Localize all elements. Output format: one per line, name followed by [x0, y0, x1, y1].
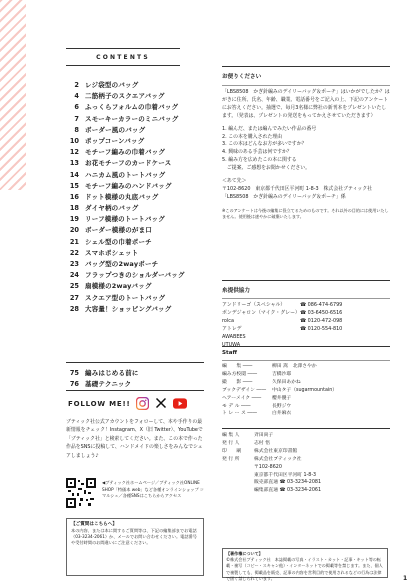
toc-item[interactable] — [68, 304, 194, 315]
survey-question: 3. この本はどんなお方が多いですか？ — [222, 141, 307, 148]
publisher-value: 株式会社ブティック社 — [254, 456, 302, 462]
toc-item[interactable] — [68, 181, 194, 192]
publisher-row — [222, 464, 390, 472]
toc-page-number: 25 — [69, 282, 79, 291]
sns-icons — [135, 396, 187, 410]
disclaimer: ※このアンケートは今後の編集に役立てるためのものです。それ以外の目的には使用いたしません。使用後は速やかに破棄いたします。 — [222, 207, 389, 219]
publisher-label: 発 行 人 — [222, 440, 240, 446]
publisher-row — [222, 456, 390, 464]
copyright-notice — [222, 548, 388, 581]
toc-title: スクエア型のトートバッグ — [85, 293, 166, 302]
toc-item[interactable] — [68, 170, 194, 181]
toc-item[interactable] — [68, 225, 194, 236]
toc-page-number: 10 — [69, 136, 79, 145]
staff-row — [222, 363, 390, 371]
contents-header — [66, 48, 180, 66]
staff-row — [222, 387, 390, 395]
staff-row — [222, 410, 390, 418]
publisher-value: 志村 悟 — [254, 440, 270, 446]
toc-page-number: 4 — [74, 92, 79, 101]
toc-page-number: 23 — [69, 260, 79, 268]
toc-title: モチーフ編みのハンドバッグ — [85, 181, 172, 190]
toc-item[interactable] — [68, 270, 194, 281]
toc-page-number: 27 — [69, 293, 79, 302]
publisher-label — [222, 479, 254, 487]
publisher-label: 編 集 人 — [222, 433, 240, 438]
page-number: 1 — [403, 575, 408, 582]
toc-page-number: 28 — [69, 304, 79, 313]
qr-note: ◀ブティック社ホームページ／ブティック社ONLINE SHOP「特価本 web」など各種オンラインショップ ☞ マルシェ／各種SNSはこちらからアクセス — [102, 480, 204, 499]
divider — [222, 298, 390, 299]
staff-label: 編 集 ―― — [222, 364, 253, 369]
youtube-icon[interactable] — [173, 396, 187, 410]
staff-row — [222, 379, 390, 387]
table-of-contents — [68, 80, 194, 315]
toc-title: レジ袋型のバッグ — [85, 81, 139, 89]
survey-question: 4. 興味のある手芸は何ですか？ — [222, 149, 292, 156]
materials-row — [222, 309, 390, 317]
address-title: ＜あて先＞ — [222, 178, 247, 185]
publisher-label — [222, 487, 254, 495]
publisher-value: 斉田尚子 — [254, 433, 274, 438]
divider — [222, 428, 390, 429]
x-icon[interactable] — [154, 396, 168, 410]
divider — [222, 360, 390, 361]
toc-item[interactable] — [68, 91, 194, 102]
toc-title: リーフ模様のトートバッグ — [85, 215, 165, 224]
staff-list — [222, 363, 390, 418]
staff-row — [222, 395, 390, 403]
materials-value: ☎ 086-474-6799 — [300, 302, 343, 308]
toc-page-number: 15 — [69, 181, 79, 190]
publisher-row — [222, 479, 390, 487]
divider — [66, 390, 204, 391]
staff-label: ブックデザイン ―― — [222, 387, 267, 393]
inquiry-box — [66, 518, 204, 576]
publisher-label: 発 行 所 — [222, 456, 240, 462]
copyright-body: ©株式会社ブティック社 本誌掲載の写真・イラスト・カット・記事・キット等の転載・複写（コピー・スキャン他）・インターネットでの掲載等を禁じます。また、個人で複製しても、掲載品を販売、記事の内容を営利目的で使用されるなどの行為は法律で固く禁じられています。 — [226, 557, 383, 581]
materials-title: 糸提供協力 — [222, 288, 250, 294]
materials-section — [222, 286, 390, 350]
qr-code[interactable] — [66, 478, 96, 508]
materials-list — [222, 301, 390, 350]
toc-title: スモーキーカラーのミニバッグ — [85, 114, 179, 123]
materials-row — [222, 317, 390, 325]
staff-row — [222, 403, 390, 411]
toc-item[interactable] — [68, 259, 194, 270]
divider — [66, 65, 180, 66]
toc-item[interactable] — [68, 158, 194, 169]
survey-intro: 「LBS8508 かぎ針編みのデイリーバッグ＆ポーチ」はいかがでしたか？はがきに住所、氏名、年齢、職業、電話番号をご記入の上、下記のアンケートにお答えください。抽選で、毎月3名様に弊社の新刊本をプレゼントいたします。（発表は、プレゼントの発送をもってかえさせていただきます） — [222, 89, 390, 119]
toc-page-number: 16 — [69, 192, 79, 201]
follow-title: FOLLOW ME!! — [68, 400, 131, 408]
toc-title: バッグ型の2wayポーチ — [85, 260, 159, 268]
publisher-label: 印 刷 — [222, 448, 242, 454]
contents-label: CONTENTS — [96, 54, 150, 61]
toc-page-number: 12 — [69, 148, 79, 157]
toc-item[interactable] — [68, 136, 194, 147]
toc-page-number: 7 — [74, 114, 79, 123]
publisher-value: 株式会社東京印書館 — [254, 448, 298, 454]
materials-label: rolca — [222, 318, 234, 325]
publisher-label — [222, 472, 254, 480]
staff-row — [222, 371, 390, 379]
publisher-value: 東京都千代田区平河町 1-8-3 — [254, 472, 317, 478]
toc-item[interactable] — [68, 114, 194, 125]
toc-item[interactable] — [68, 237, 194, 248]
publisher-row — [222, 448, 390, 456]
toc-title: スマホポシェット — [85, 248, 139, 257]
materials-value: ☎ 03-6450-6516 — [300, 310, 343, 317]
publisher-info — [222, 432, 390, 495]
survey-title: お便りください — [222, 74, 262, 80]
toc-item[interactable] — [68, 293, 194, 304]
toc-title: ポップコーンバッグ — [85, 136, 145, 145]
divider — [222, 66, 390, 67]
staff-label: ヘアーメイク ―― — [222, 395, 262, 401]
materials-value: ☎ 0120-554-810 — [300, 326, 343, 333]
publisher-value: 編集部直通 ☎ 03-3234-2061 — [254, 488, 321, 494]
toc-page-number: 6 — [74, 103, 79, 112]
staff-value: 中山タ子（sugarmountain） — [272, 387, 338, 393]
toc-title: 大容量！ショッピングバッグ — [85, 304, 172, 313]
toc-page-number: 8 — [74, 125, 79, 134]
follow-description: ブティック社公式アカウントをフォローして、本や手作りの最新情報をチェック！Instagram、X（旧 Twitter）、YouTubeで「ブティック社」と検索してください。また、この本で作った作品をSNSに投稿して、ハンドメイドの楽しさをみんなでシェアしましょう♪ — [66, 419, 203, 459]
toc-title: ふっくらフォルムの巾着バッグ — [85, 103, 179, 112]
toc-title: ハニカム風のトートバッグ — [85, 170, 166, 179]
materials-label: アトレデ — [222, 326, 242, 333]
toc-item[interactable] — [68, 248, 194, 259]
toc-item[interactable] — [68, 281, 194, 292]
divider — [222, 346, 390, 347]
decorative-stripes — [0, 0, 26, 190]
toc-page-number: 76 — [69, 380, 79, 389]
toc-title: 編みはじめる前に — [85, 369, 139, 377]
toc-title: フラップつきのショルダーバッグ — [85, 271, 185, 280]
survey-question: 2. この本を購入された理由 — [222, 133, 283, 140]
survey-questions — [222, 126, 390, 173]
publisher-row — [222, 440, 390, 448]
divider — [222, 85, 390, 86]
survey-question: 5. 編み方を広めたこの本に関する — [222, 157, 297, 164]
staff-value: 久保田あかね — [272, 379, 301, 385]
toc-page-number: 20 — [69, 226, 79, 235]
staff-label: モ デ ル ―― — [222, 403, 251, 409]
toc-item[interactable] — [68, 368, 194, 379]
divider — [222, 280, 390, 281]
materials-label: ボンデジャロン（マイク・グレー） — [222, 310, 300, 317]
toc-page-number: 24 — [69, 271, 79, 280]
inquiry-title: 【ご質問はこちらへ】 — [71, 522, 117, 527]
staff-value: 長野ジウ — [272, 403, 292, 409]
toc-page-number: 75 — [69, 369, 79, 377]
toc-title: お花モチーフのカードケース — [85, 159, 172, 168]
materials-row — [222, 325, 390, 333]
toc-title: モチーフ編みの巾着バッグ — [85, 148, 166, 157]
publisher-value: 〒102-8620 — [254, 464, 282, 470]
toc-item[interactable] — [68, 379, 194, 390]
publisher-row — [222, 487, 390, 495]
toc-item[interactable] — [68, 102, 194, 113]
toc-title: 扇模様の2wayバッグ — [85, 282, 152, 291]
toc-item[interactable] — [68, 80, 194, 91]
staff-label: 編み方校閲 ―― — [222, 371, 258, 377]
toc-page-number: 19 — [69, 215, 79, 224]
toc-title: ドット模様の丸底バッグ — [85, 192, 159, 201]
materials-row — [222, 301, 390, 309]
staff-value: 櫻井優子 — [272, 395, 292, 401]
publisher-row — [222, 432, 390, 440]
divider — [66, 362, 204, 363]
copyright-title: 【著作権について】 — [226, 551, 263, 556]
toc-item[interactable] — [68, 147, 194, 158]
toc-item[interactable] — [68, 125, 194, 136]
instagram-icon[interactable] — [135, 396, 149, 410]
publisher-value: 販売部直通 ☎ 03-3234-2081 — [254, 480, 321, 486]
toc-title: シェル型の巾着ポーチ — [85, 237, 152, 246]
toc-page-number: 13 — [69, 159, 79, 168]
survey-question: ご提案、ご感想をお聞かせください。 — [222, 165, 311, 172]
staff-title: Staff — [222, 350, 238, 356]
materials-label: AWABEES — [222, 334, 246, 341]
toc-item[interactable] — [68, 203, 194, 214]
toc-page-number: 18 — [69, 204, 79, 213]
staff-value: 白井麻衣 — [272, 411, 292, 417]
staff-label: 撮 影 ―― — [222, 379, 253, 385]
materials-row — [222, 333, 390, 341]
staff-label: ト レ ー ス ―― — [222, 411, 257, 417]
toc-title: 二筋柄子のスクエアバッグ — [85, 92, 165, 101]
toc-page-number: 22 — [69, 248, 79, 257]
survey-question: 1. 編んだ、または編んでみたい作品の番号 — [222, 125, 317, 132]
toc-title: ボーダー模様のがま口 — [85, 226, 152, 235]
toc-page-number: 2 — [74, 81, 79, 89]
toc-title: ダイヤ柄のバッグ — [85, 204, 139, 213]
publisher-label — [222, 464, 254, 472]
toc-item[interactable] — [68, 214, 194, 225]
materials-label: アンドリーゴ（スペシャル） — [222, 302, 286, 308]
staff-section — [222, 350, 390, 418]
toc-title: 基礎テクニック — [85, 380, 132, 389]
table-of-contents-appendix — [68, 368, 194, 390]
staff-value: 吉橋沙耶 — [272, 371, 292, 377]
toc-title: ボーダー風のバッグ — [85, 125, 146, 134]
toc-item[interactable] — [68, 192, 194, 203]
toc-page-number: 21 — [69, 237, 79, 246]
toc-page-number: 14 — [69, 170, 79, 179]
publisher-row — [222, 472, 390, 480]
inquiry-body: 本の内容、または本に関するご質問等は、下記の編集部までお電話（03-3234-2061）か、メールでお問い合わせください。電話番号や受付時間のお間違いにご注意ください。 — [71, 528, 197, 546]
materials-value: ☎ 0120-472-098 — [300, 318, 343, 325]
staff-value: 柳田 嵩 北澤さやか — [272, 364, 317, 369]
address: 〒102-8620 東京都千代田区平河町 1-8-3 株式会社ブティック社 「LBS8508 かぎ針編みのデイリーバッグ＆ポーチ」係 — [222, 185, 377, 200]
survey-section — [222, 72, 390, 220]
